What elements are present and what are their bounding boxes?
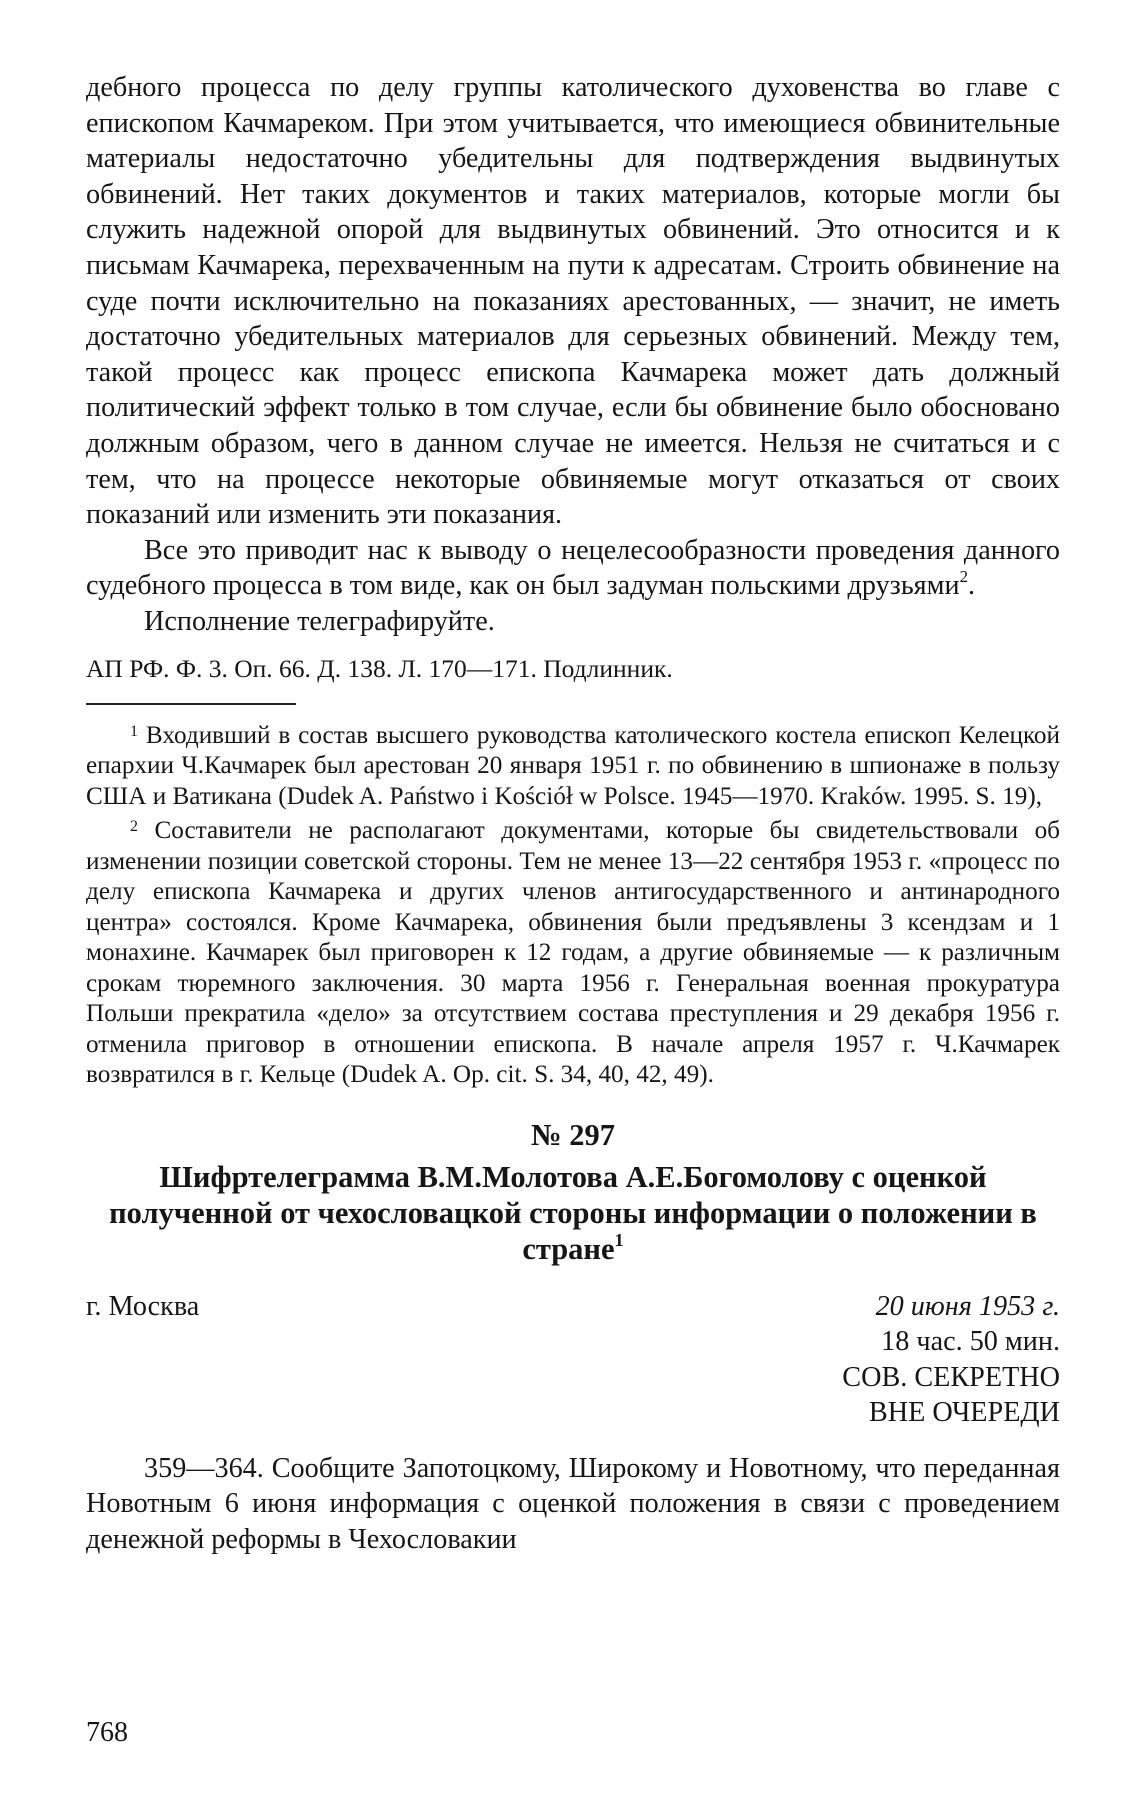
document-meta xyxy=(86,1289,1060,1439)
body-paragraph-2 xyxy=(86,533,1060,604)
telegram-body xyxy=(86,1451,1060,1558)
body-paragraph-1: дебного процесса по делу группы католического духовенства во главе с епископом Качмареком. При этом учитывается, что имеющиеся обвинительные материалы недостаточно убедительны для подтверждения выдвинутых обвинений. Нет таких документов и таких материалов, которые могли бы служить надежной опорой для выдвинутых обвинений. Это относится и к письмам Качмарека, перехваченным на пути к адресатам. Строить обвинение на суде почти исключительно на показаниях арестованных, — значит, не иметь достаточно убедительных материалов для серьезных обвинений. Между тем, такой процесс как процесс епископа Качмарека может дать должный политический эффект только в том случае, если бы обвинение было обосновано должным образом, чего в данном случае не имеется. Нельзя не считаться и с тем, что на процессе некоторые обвиняемые могут отказаться от своих показаний или изменить эти показания. xyxy=(86,72,1060,531)
footnote-1-marker: 1 xyxy=(130,722,138,740)
footnote-1 xyxy=(86,717,1060,813)
footnote-divider xyxy=(86,703,296,705)
document-classification: СОВ. СЕКРЕТНО xyxy=(842,1361,1060,1393)
page-number: 768 xyxy=(86,1717,128,1748)
document-time: 18 час. 50 мин. xyxy=(881,1326,1060,1358)
document-place: г. Москва xyxy=(86,1290,200,1322)
body-paragraph-2-text: Все это приводит нас к выводу о нецелесообразности проведения данного судебного процесса в том виде, как он был задуман польскими друзьями xyxy=(86,534,1060,602)
footnote-ref-2: 2 xyxy=(959,567,969,587)
document-title xyxy=(86,1159,1060,1267)
footnote-2-text: Составители не располагают документами, которые бы свидетельствовали об изменении позиции советской стороны. Тем не менее 13—22 сентября 1953 г. «процесс по делу епископа Качмарека и других членов антигосударственного и антинародного центра» состоялся. Кроме Качмарека, обвинения были предъявлены 3 ксендзам и 1 монахине. Качмарек был приговорен к 12 годам, а другие обвиняемые — к различным срокам тюремного заключения. 30 марта 1956 г. Генеральная военная прокуратура Польши прекратила «дело» за отсутствием состава преступления и 29 декабря 1956 г. отменила приговор в отношении епископа. В начале апреля 1957 г. Ч.Качмарек возвратился в г. Кельце (Dudek A. Op. cit. S. 34, 40, 42, 49). xyxy=(86,817,1060,1088)
document-title-footnote-ref: 1 xyxy=(614,1229,624,1250)
footnote-2 xyxy=(86,812,1060,1091)
document-number: № 297 xyxy=(530,1117,616,1152)
page-content xyxy=(86,70,1060,1557)
footnote-1-text: Входивший в состав высшего руководства католического костела епископ Келецкой епархии Ч.Качмарек был арестован 20 января 1951 г. по обвинению в шпионаже в пользу США и Ватикана (Dudek A. Państwo i Kościół w Polsce. 1945—1970. Kraków. 1995. S. 19), xyxy=(86,721,1061,810)
body-paragraph-2-end: . xyxy=(968,570,976,602)
archive-source: АП РФ. Ф. 3. Оп. 66. Д. 138. Л. 170—171. Подлинник. xyxy=(86,653,673,683)
telegram-text: 359—364. Сообщите Запотоцкому, Широкому и Новотному, что переданная Новотным 6 июня информация с оценкой положения в связи с проведением денежной реформы в Чехословакии xyxy=(86,1452,1060,1555)
letter-body xyxy=(86,70,1060,640)
body-paragraph-3: Исполнение телеграфируйте. xyxy=(144,605,495,637)
footnote-2-marker: 2 xyxy=(130,818,138,835)
document-title-text: Шифртелеграмма В.М.Молотова А.Е.Богомолову с оценкой полученной от чехословацкой стороны информации о положении в стране xyxy=(109,1159,1037,1266)
document-date: 20 июня 1953 г. xyxy=(875,1290,1060,1322)
document-priority: ВНЕ ОЧЕРЕДИ xyxy=(868,1397,1060,1429)
document-meta-right xyxy=(842,1289,1060,1431)
